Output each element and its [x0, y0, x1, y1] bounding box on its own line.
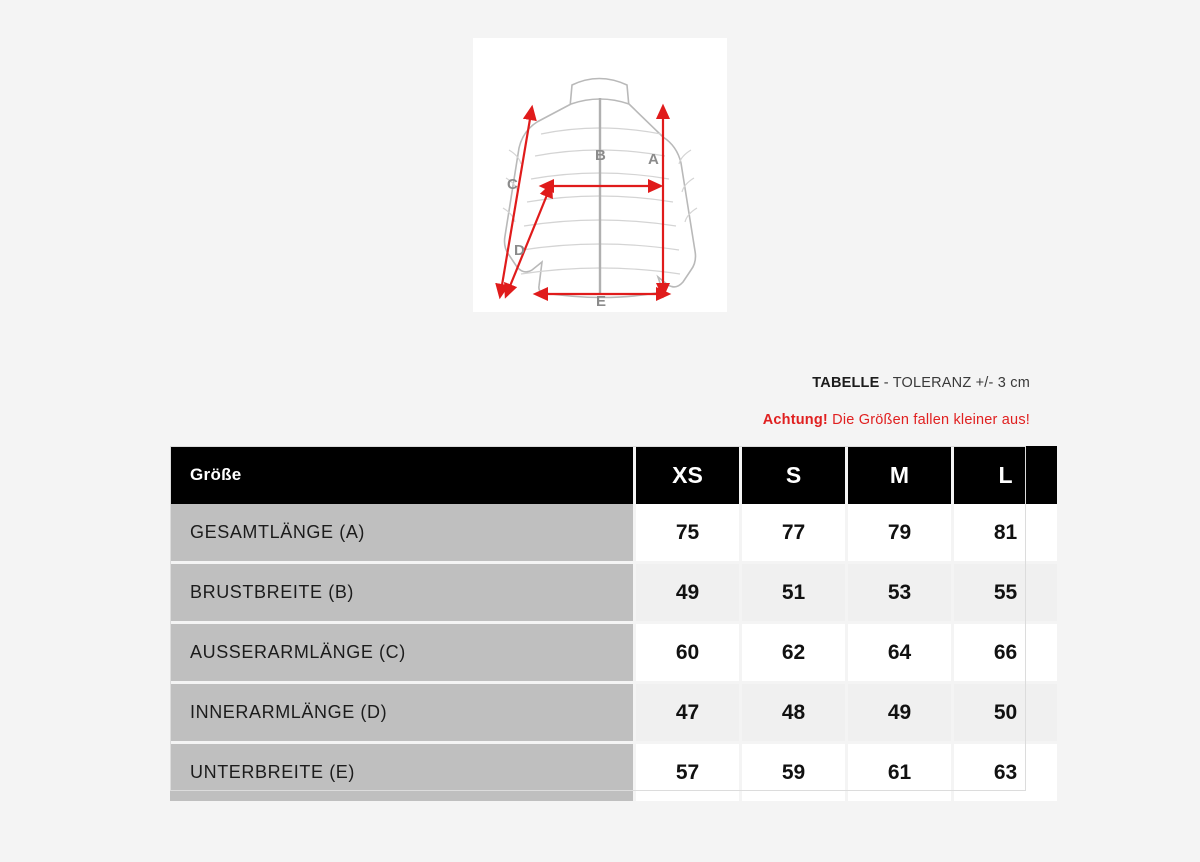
row-value: 79	[847, 504, 953, 563]
row-value: 57	[635, 743, 741, 802]
row-value: 81	[953, 504, 1058, 563]
row-label: AUSSERARMLÄNGE (C)	[170, 623, 635, 683]
header-size-l: L	[953, 446, 1058, 504]
table-row	[170, 743, 1057, 802]
size-table	[170, 446, 1057, 801]
row-value: 48	[741, 683, 847, 743]
row-value: 61	[847, 743, 953, 802]
label-a: A	[648, 151, 659, 168]
row-value: 63	[953, 743, 1058, 802]
table-row	[170, 623, 1057, 683]
row-value: 55	[953, 563, 1058, 623]
header-size-m: M	[847, 446, 953, 504]
label-e: E	[596, 293, 607, 310]
row-value: 49	[635, 563, 741, 623]
table-header-row	[170, 446, 1057, 504]
table-row	[170, 563, 1057, 623]
row-label: GESAMTLÄNGE (A)	[170, 504, 635, 563]
row-value: 50	[953, 683, 1058, 743]
row-value: 64	[847, 623, 953, 683]
tolerance-note	[812, 375, 1030, 391]
label-c: C	[507, 176, 518, 193]
label-b: B	[595, 147, 606, 164]
header-size-s: S	[741, 446, 847, 504]
sizing-warning-strong: Achtung!	[762, 412, 828, 428]
header-size-label: Größe	[170, 446, 635, 504]
tolerance-note-strong: TABELLE	[812, 375, 880, 391]
tolerance-note-rest: - TOLERANZ +/- 3 cm	[879, 375, 1030, 391]
row-value: 49	[847, 683, 953, 743]
size-table-wrapper	[170, 446, 1026, 801]
sizing-warning-rest: Die Größen fallen kleiner aus!	[827, 412, 1030, 428]
label-d: D	[514, 242, 525, 259]
row-value: 62	[741, 623, 847, 683]
row-value: 59	[741, 743, 847, 802]
row-label: BRUSTBREITE (B)	[170, 563, 635, 623]
row-value: 75	[635, 504, 741, 563]
jacket-measurement-diagram	[473, 38, 727, 312]
row-value: 51	[741, 563, 847, 623]
jacket-illustration	[473, 38, 727, 312]
row-value: 60	[635, 623, 741, 683]
row-value: 77	[741, 504, 847, 563]
row-label: INNERARMLÄNGE (D)	[170, 683, 635, 743]
row-value: 47	[635, 683, 741, 743]
table-row	[170, 504, 1057, 563]
header-size-xs: XS	[635, 446, 741, 504]
row-value: 66	[953, 623, 1058, 683]
table-row	[170, 683, 1057, 743]
row-value: 53	[847, 563, 953, 623]
row-label: UNTERBREITE (E)	[170, 743, 635, 802]
sizing-warning	[763, 412, 1030, 428]
